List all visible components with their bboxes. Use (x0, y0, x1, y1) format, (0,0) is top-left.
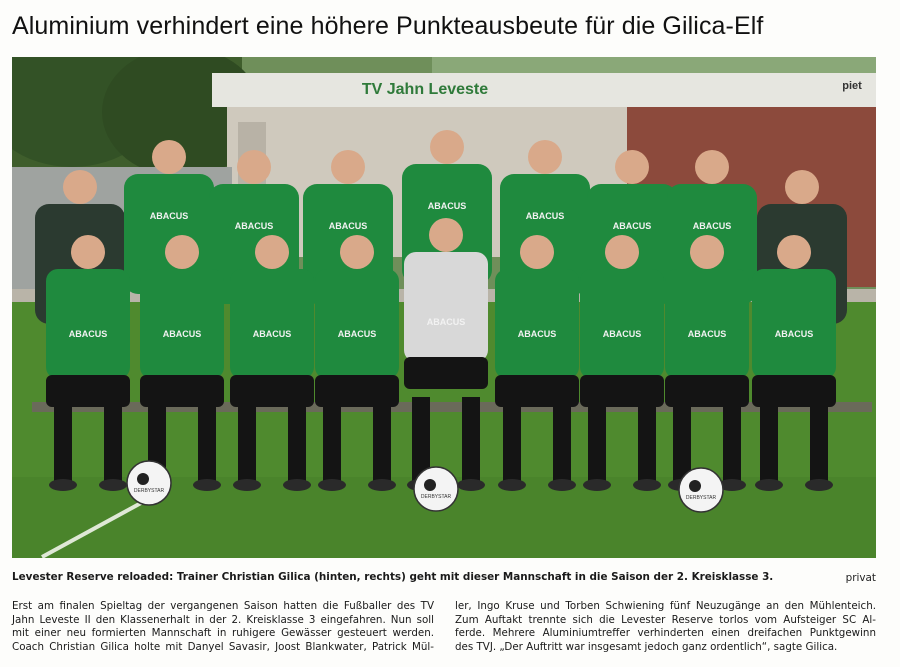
player-head (777, 235, 811, 269)
player-head (429, 218, 463, 252)
player-head (785, 170, 819, 204)
player-boot (457, 479, 485, 491)
shirt-sponsor-text: ABACUS (427, 201, 467, 211)
player-sock (238, 397, 256, 482)
player-head (615, 150, 649, 184)
article-column-2 (455, 600, 876, 654)
player-head (340, 235, 374, 269)
player-jersey (140, 269, 224, 379)
player-head (255, 235, 289, 269)
player-boot (498, 479, 526, 491)
player-sock (323, 397, 341, 482)
player-jersey (230, 269, 314, 379)
player-sock (462, 397, 480, 482)
player-jersey (404, 252, 488, 362)
shirt-sponsor-text: ABACUS (692, 221, 732, 231)
shirt-sponsor-text: ABACUS (252, 329, 292, 339)
player-sock (104, 397, 122, 482)
shirt-sponsor-text: ABACUS (426, 317, 466, 327)
body-line: ler, Ingo Kruse und Torben Schwiening fünf Neuzugänge an den Mühlenteich. (455, 600, 876, 612)
player-shorts (404, 357, 488, 389)
team-photo (12, 57, 876, 558)
player-sock (54, 397, 72, 482)
football-panel (137, 473, 149, 485)
player-boot (633, 479, 661, 491)
player-boot (233, 479, 261, 491)
player-head (605, 235, 639, 269)
player-boot (805, 479, 833, 491)
shirt-sponsor-text: ABACUS (234, 221, 274, 231)
body-line: ferde. Mehrere Aluminiumtreffer verhinderten einen dreifachen Punktgewinn (455, 627, 876, 640)
shirt-sponsor-text: ABACUS (68, 329, 108, 339)
player-boot (583, 479, 611, 491)
player-jersey (752, 269, 836, 379)
building-sign: TV Jahn Leveste (361, 81, 489, 98)
article-column-1 (12, 600, 434, 654)
shirt-sponsor-text: ABACUS (687, 329, 727, 339)
player-sock (503, 397, 521, 482)
football-panel (689, 480, 701, 492)
player-boot (548, 479, 576, 491)
player-head (690, 235, 724, 269)
body-line: des TVJ. „Der Auftritt war insgesamt jedoch ganz ordentlich“, sagte Gilica. (455, 640, 838, 653)
team-photo-illustration (12, 57, 876, 558)
player-sock (760, 397, 778, 482)
player-head (63, 170, 97, 204)
player-jersey (46, 269, 130, 379)
shirt-sponsor-text: ABACUS (612, 221, 652, 231)
football (414, 467, 458, 511)
player-sock (198, 397, 216, 482)
player-sock (588, 397, 606, 482)
ball-brand-text: DERBYSTAR (685, 495, 717, 501)
player-head (237, 150, 271, 184)
player-jersey (665, 269, 749, 379)
shirt-sponsor-text: ABACUS (602, 329, 642, 339)
body-line: Jahn Leveste II den Klassenerhalt in der 2. Kreisklasse 3 eingefahren. Nun soll (12, 613, 434, 626)
player-boot (283, 479, 311, 491)
player-sock (638, 397, 656, 482)
player-jersey (495, 269, 579, 379)
clubhouse-roof (212, 73, 876, 107)
shirt-sponsor-text: ABACUS (162, 329, 202, 339)
player-boot (318, 479, 346, 491)
ball-brand-text: DERBYSTAR (420, 494, 452, 500)
player-sock (288, 397, 306, 482)
player-sock (373, 397, 391, 482)
player-sock (723, 397, 741, 482)
shirt-sponsor-text: ABACUS (337, 329, 377, 339)
player-boot (755, 479, 783, 491)
shirt-sponsor-text: ABACUS (525, 211, 565, 221)
body-line: Coach Christian Gilica holte mit Danyel Savasir, Joost Blankwater, Patrick Mül- (12, 640, 434, 653)
player-boot (193, 479, 221, 491)
player-head (695, 150, 729, 184)
football (127, 461, 171, 505)
photo-caption: Levester Reserve reloaded: Trainer Christian Gilica (hinten, rechts) geht mit dieser Mannschaft in die Saison der 2. Kreisklasse 3. (12, 571, 774, 583)
photo-credit: privat (845, 572, 876, 584)
player-sock (810, 397, 828, 482)
body-line: mit einer neu formierten Mannschaft in ruhigere Gewässer gesteuert werden. (12, 627, 434, 640)
shirt-sponsor-text: ABACUS (149, 211, 189, 221)
player-head (528, 140, 562, 174)
body-line: Zum Auftakt trennte sich die Levester Reserve torlos vom Aufsteiger SC Al- (455, 613, 876, 626)
player-head (71, 235, 105, 269)
player-boot (99, 479, 127, 491)
football-panel (424, 479, 436, 491)
player-head (520, 235, 554, 269)
player-head (430, 130, 464, 164)
player-head (152, 140, 186, 174)
shirt-sponsor-text: ABACUS (328, 221, 368, 231)
player-jersey (315, 269, 399, 379)
body-line: Erst am finalen Spieltag der vergangenen Saison hatten die Fußballer des TV (12, 600, 434, 612)
player-head (331, 150, 365, 184)
player-sock (673, 397, 691, 482)
shirt-sponsor-text: ABACUS (774, 329, 814, 339)
shirt-sponsor-text: ABACUS (517, 329, 557, 339)
player-boot (49, 479, 77, 491)
ball-brand-text: DERBYSTAR (133, 488, 165, 494)
corner-sign: piet (842, 80, 862, 92)
article-headline: Aluminium verhindert eine höhere Punkteausbeute für die Gilica-Elf (12, 12, 764, 40)
player-head (165, 235, 199, 269)
player-jersey (580, 269, 664, 379)
player-boot (368, 479, 396, 491)
football (679, 468, 723, 512)
player-sock (553, 397, 571, 482)
